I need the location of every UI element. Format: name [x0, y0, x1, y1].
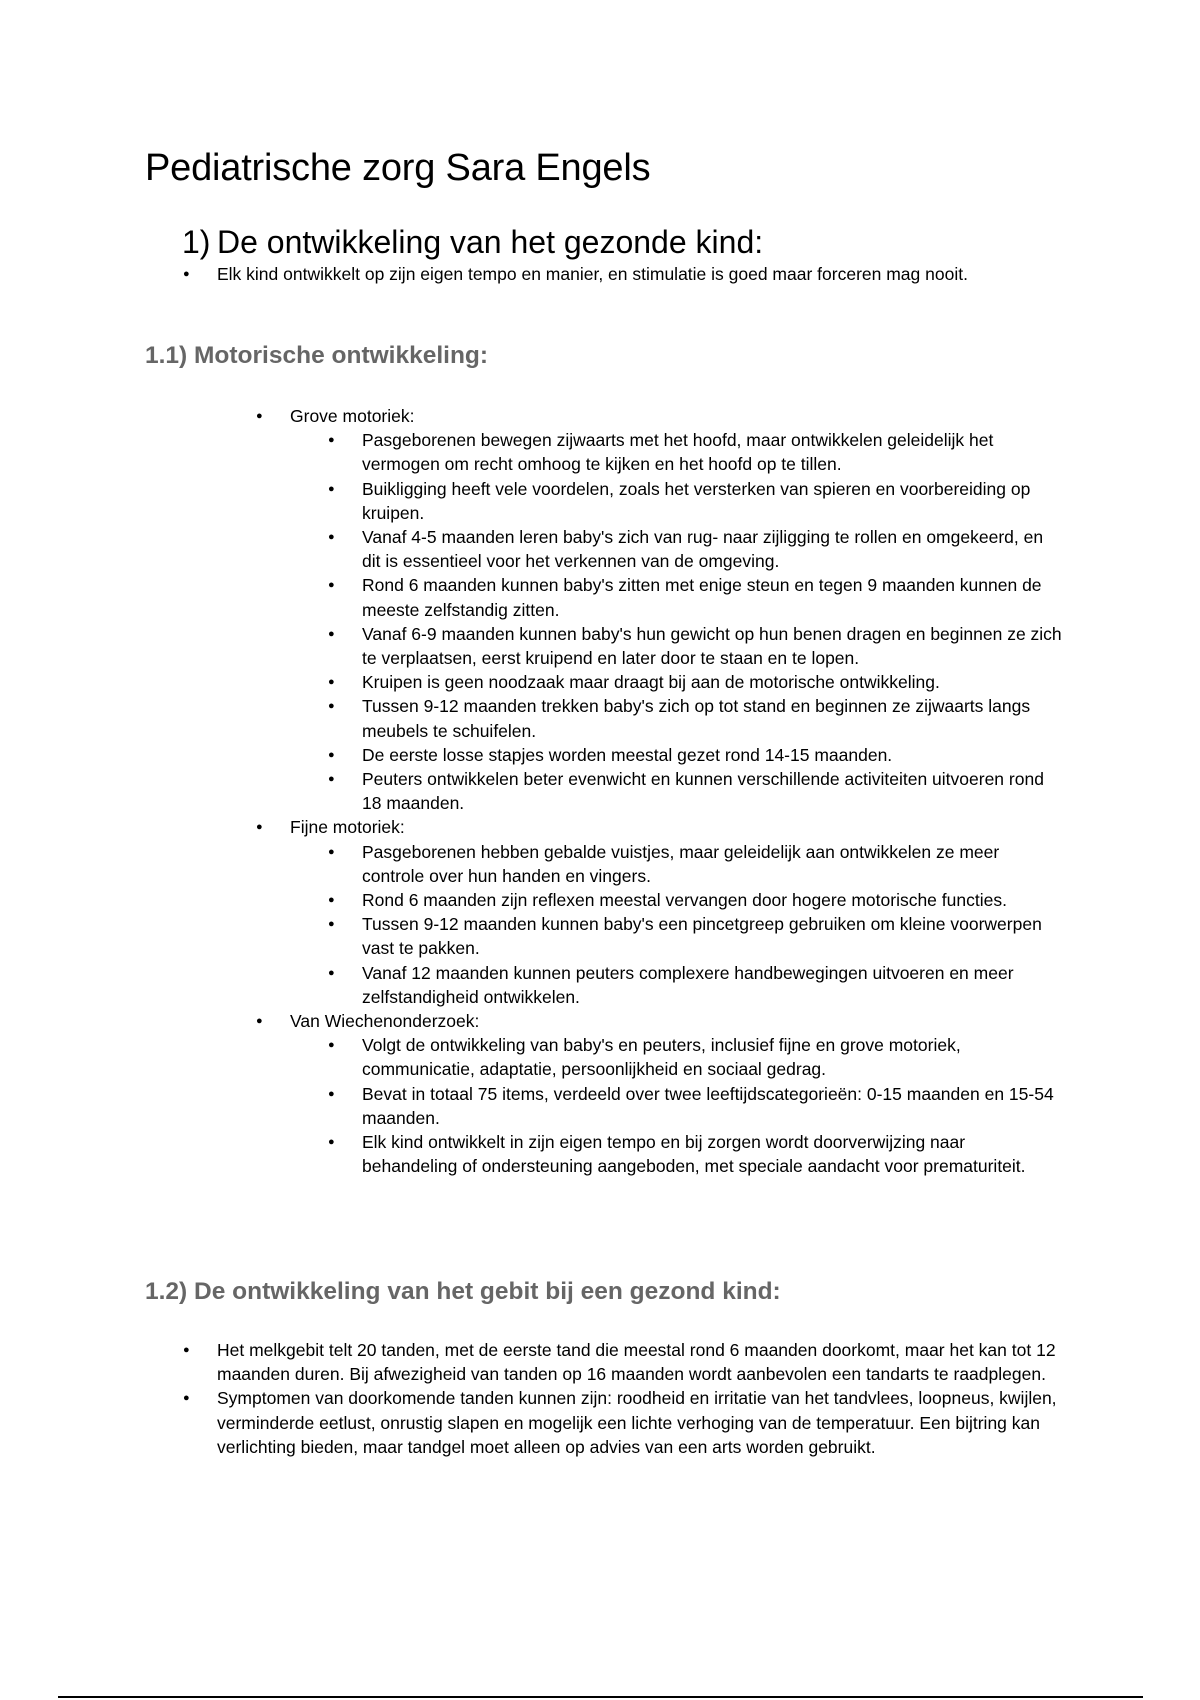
list-item: ● Tussen 9-12 maanden trekken baby's zich op tot stand en beginnen ze zijwaarts langs meubels te schuifelen. — [362, 694, 1062, 742]
section-1-1-heading: 1.1) Motorische ontwikkeling: — [145, 342, 489, 369]
fijne-motoriek-list — [362, 840, 1062, 1009]
van-wiechen-list — [362, 1033, 1062, 1178]
section-1-intro-list — [217, 262, 1057, 286]
list-item: ● Elk kind ontwikkelt in zijn eigen tempo en bij zorgen wordt doorverwijzing naar behandeling of ondersteuning aangeboden, met speciale aandacht voor prematuriteit. — [362, 1130, 1062, 1178]
group-label: Van Wiechenonderzoek: — [290, 1011, 480, 1032]
list-item: ● Vanaf 6-9 maanden kunnen baby's hun gewicht op hun benen dragen en beginnen ze zich te verplaatsen, eerst kruipend en later door te staan en te lopen. — [362, 622, 1062, 670]
list-item: ● Rond 6 maanden kunnen baby's zitten met enige steun en tegen 9 maanden kunnen de meeste zelfstandig zitten. — [362, 573, 1062, 621]
section-1-heading — [182, 220, 763, 264]
list-item: ● Het melkgebit telt 20 tanden, met de eerste tand die meestal rond 6 maanden doorkomt, maar het kan tot 12 maanden duren. Bij afwezigheid van tanden op 16 maanden wordt aanbevolen een tandarts te raadplegen. — [217, 1338, 1057, 1386]
grove-motoriek-list — [362, 428, 1062, 815]
section-1-heading-text: De ontwikkeling van het gezonde kind: — [217, 224, 764, 260]
list-item-van-wiechenonderzoek — [290, 1009, 1070, 1178]
list-item: ● Buikligging heeft vele voordelen, zoals het versterken van spieren en voorbereiding op kruipen. — [362, 477, 1062, 525]
list-item: ● Rond 6 maanden zijn reflexen meestal vervangen door hogere motorische functies. — [362, 888, 1062, 912]
list-item: ● Symptomen van doorkomende tanden kunnen zijn: roodheid en irritatie van het tandvlees, loopneus, kwijlen, verminderde eetlust, onrustig slapen en mogelijk een lichte verhoging van de temperatuur. Een bijtring kan verlichting bieden, maar tandgel moet alleen op advies van een arts worden gebruikt. — [217, 1386, 1057, 1459]
list-item: ● De eerste losse stapjes worden meestal gezet rond 14-15 maanden. — [362, 743, 1062, 767]
list-item: ● Vanaf 4-5 maanden leren baby's zich van rug- naar zijligging te rollen en omgekeerd, en dit is essentieel voor het verkennen van de omgeving. — [362, 525, 1062, 573]
motor-development-list — [290, 404, 1070, 1179]
list-item: ● Peuters ontwikkelen beter evenwicht en kunnen verschillende activiteiten uitvoeren rond 18 maanden. — [362, 767, 1062, 815]
list-item: ● Elk kind ontwikkelt op zijn eigen tempo en manier, en stimulatie is goed maar forceren mag nooit. — [217, 262, 1057, 286]
group-label: Grove motoriek: — [290, 406, 415, 426]
list-item: ● Vanaf 12 maanden kunnen peuters complexere handbewegingen uitvoeren en meer zelfstandigheid ontwikkelen. — [362, 961, 1062, 1009]
list-item: ● Kruipen is geen noodzaak maar draagt bij aan de motorische ontwikkeling. — [362, 670, 1062, 694]
list-item-grove-motoriek — [290, 404, 1070, 815]
document-title: Pediatrische zorg Sara Engels — [145, 147, 651, 189]
page-bottom-rule — [58, 1696, 1143, 1698]
teeth-development-list — [217, 1338, 1057, 1459]
group-label: Fijne motoriek: — [290, 817, 405, 838]
list-item: ● Tussen 9-12 maanden kunnen baby's een pincetgreep gebruiken om kleine voorwerpen vast te pakken. — [362, 912, 1062, 960]
list-item: ● Bevat in totaal 75 items, verdeeld over twee leeftijdscategorieën: 0-15 maanden en 15-54 maanden. — [362, 1082, 1062, 1130]
section-1-number: 1) — [182, 224, 211, 260]
section-1-2-heading: 1.2) De ontwikkeling van het gebit bij een gezond kind: — [145, 1278, 781, 1305]
list-item: ● Volgt de ontwikkeling van baby's en peuters, inclusief fijne en grove motoriek, communicatie, adaptatie, persoonlijkheid en sociaal gedrag. — [362, 1033, 1062, 1081]
list-item: ● Pasgeborenen hebben gebalde vuistjes, maar geleidelijk aan ontwikkelen ze meer controle over hun handen en vingers. — [362, 840, 1062, 888]
list-item-fijne-motoriek — [290, 815, 1070, 1009]
list-item: ● Pasgeborenen bewegen zijwaarts met het hoofd, maar ontwikkelen geleidelijk het vermogen om recht omhoog te kijken en het hoofd op te tillen. — [362, 428, 1062, 476]
